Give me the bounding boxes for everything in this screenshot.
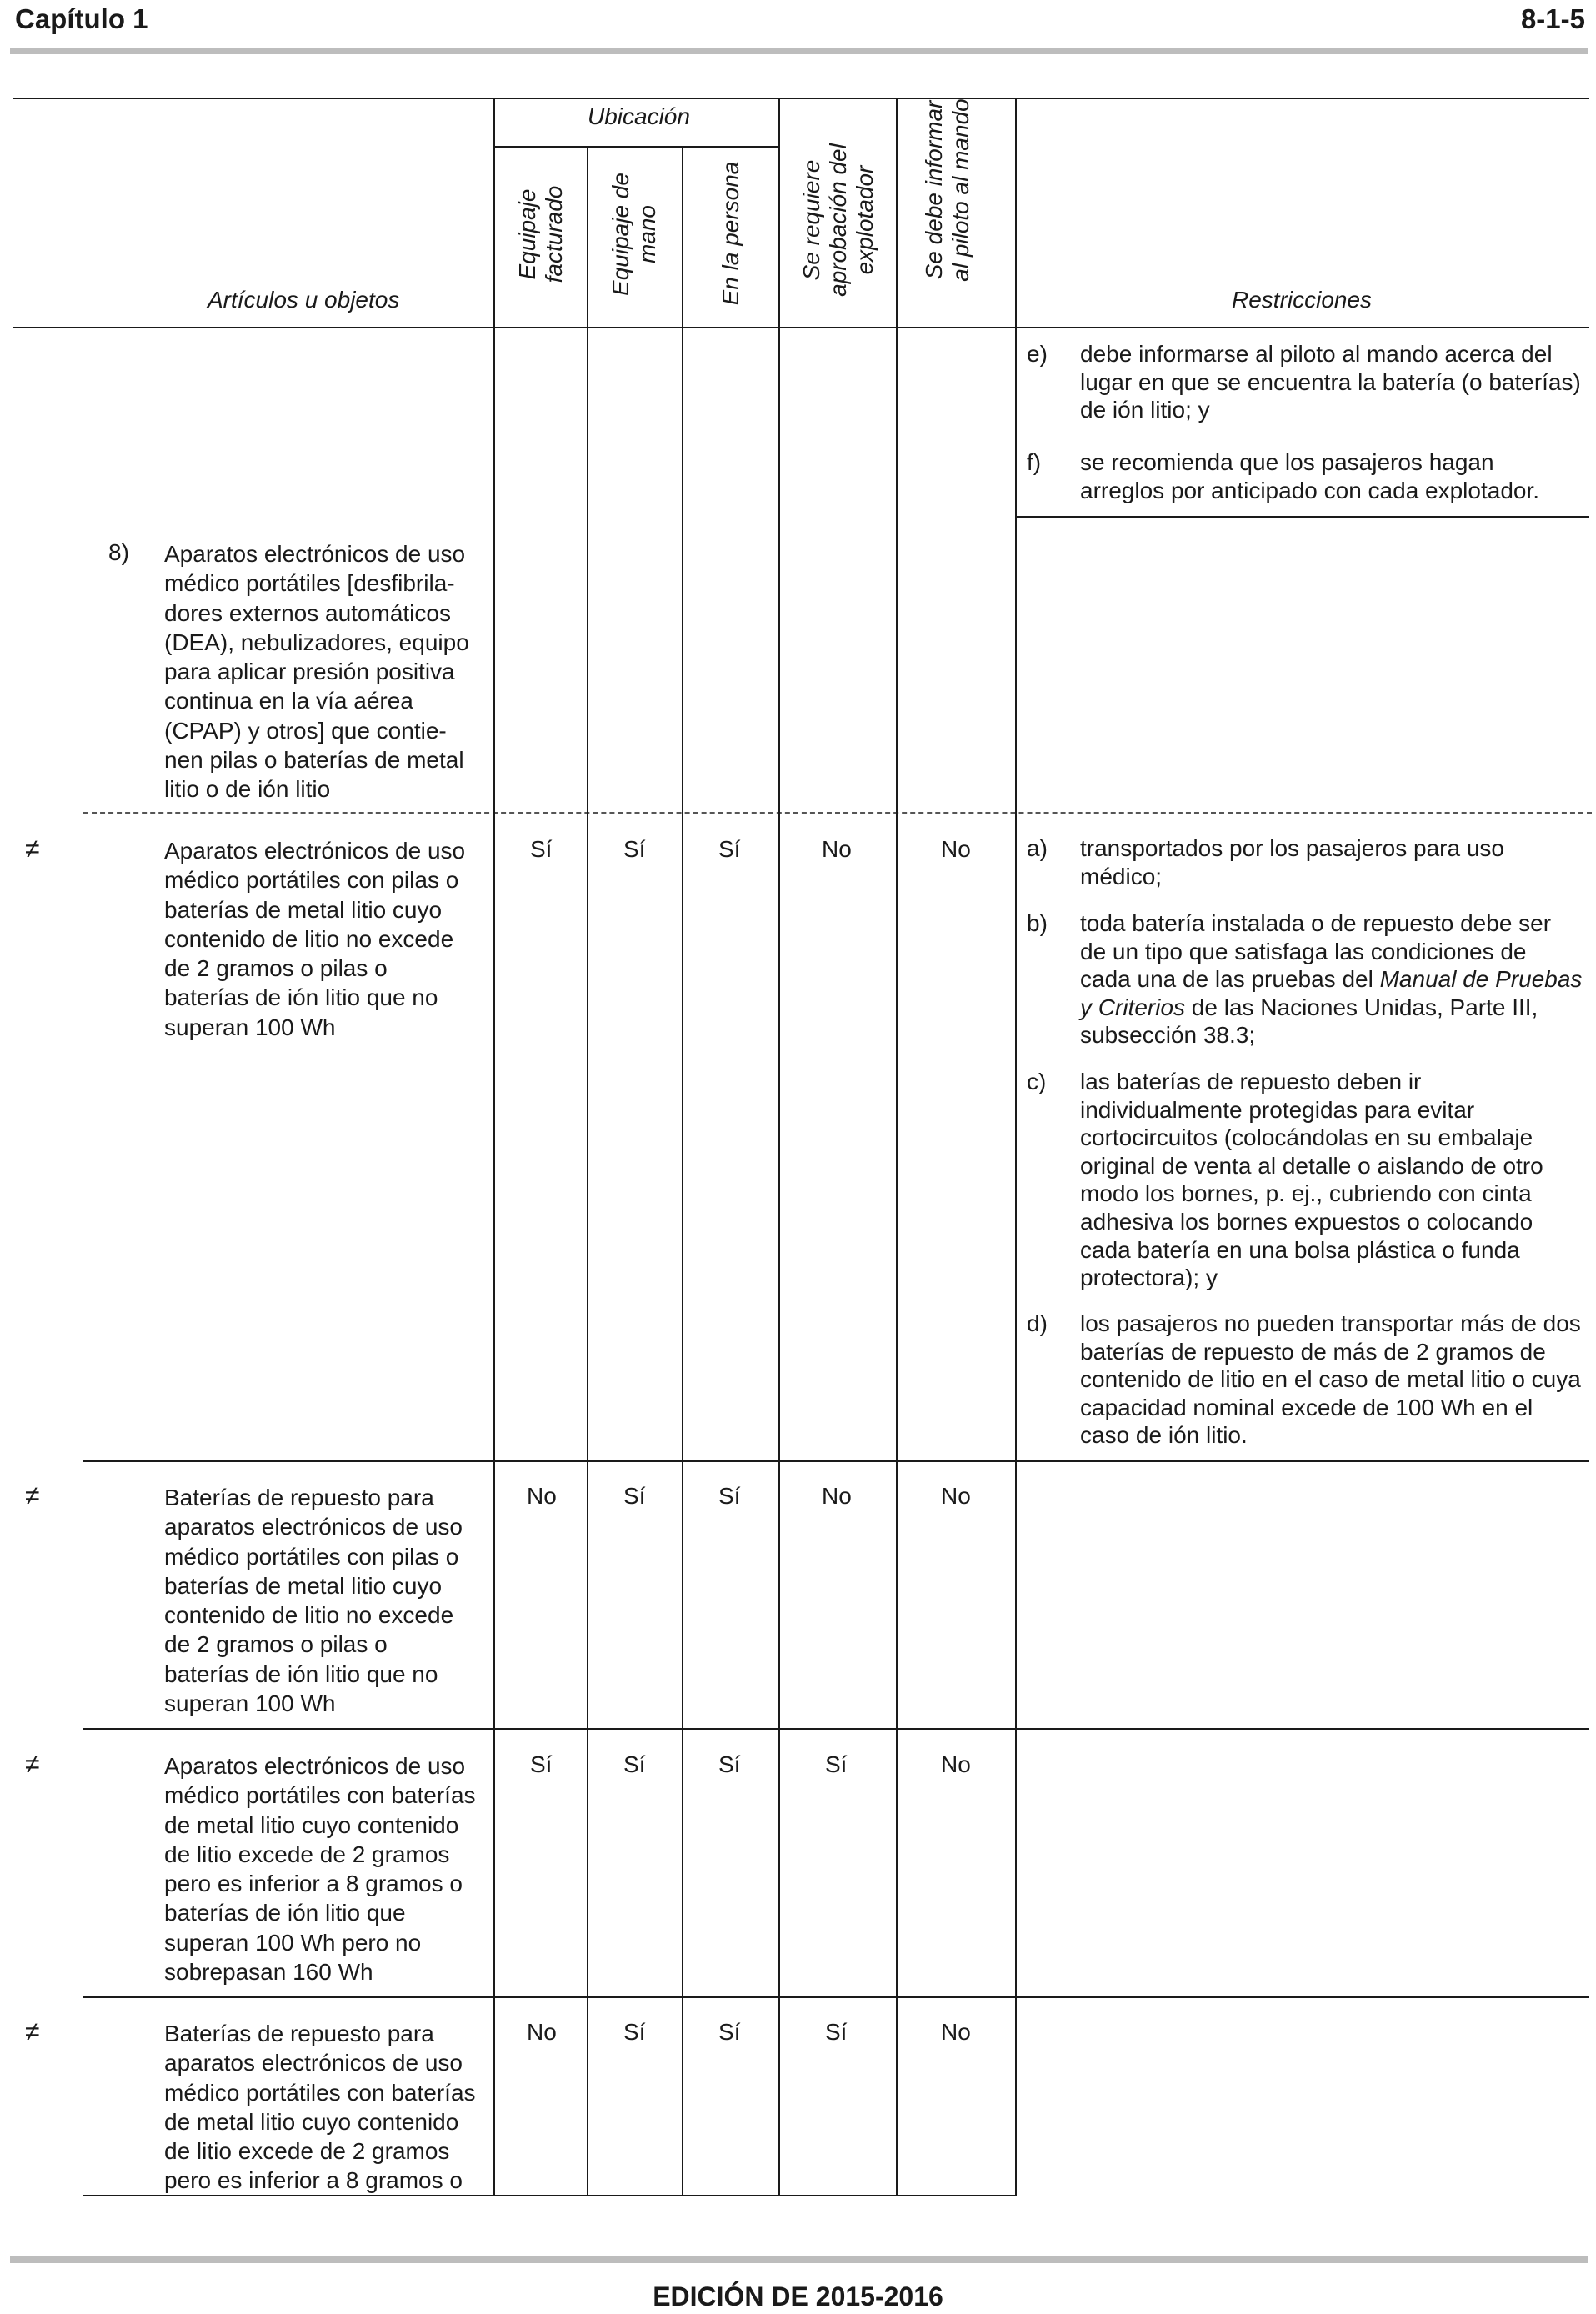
value-piloto: No (941, 1751, 971, 1777)
item-number: 8) (108, 539, 129, 565)
value-aprobacion: No (822, 836, 852, 862)
chapter-title: Capítulo 1 (15, 3, 148, 34)
col-rule (896, 98, 898, 2196)
not-equal-mark: ≠ (25, 834, 40, 864)
footer-rule (10, 2256, 1588, 2263)
col-rule (682, 146, 683, 2196)
dangerous-goods-table: Ubicación Artículos u objetos Restricciones Equipaje facturado Equipaje de mano En la persona Se requiere aprobación del explotador Se debe informar al piloto al mando e) debe informarse al piloto al mando acerca del lugar en que se encuentra la batería (o baterías) de ión litio; y f) se recomienda que los pasajeros hagan arreglos por anticipado con cada explotador. 8) Aparatos electrónicos de uso médico portátiles [desfibrila- dores externos automáticos (DEA), nebulizadores, equipo para aplicar presión positiva continua en la vía aérea (CPAP) y otros] que contie- nen pilas o baterías de metal litio o de ión litio ≠ Aparatos electrónicos de uso médico portátiles con pilas o baterías de metal litio cuyo contenido de litio no excede de 2 gramos o pilas o baterías de ión litio que no superan 100 Wh Sí Sí Sí No No a) transportados por los pasajeros para uso médico; b) toda batería instalada o de repuesto debe ser de un tipo que satisfaga las condiciones de cada una de las pruebas del Manual de Pruebas y Criterios de las Naciones Unidas, Parte III, subsección 38.3; c) las baterías de repuesto deben ir individualmente protegidas para evitar cortocircuitos (colocándolas en su embalaje original de venta al detalle o aislando de otro modo los bornes, p. ej., cubriendo con cinta adhesiva los bornes expuestos o colocando cada batería en una bolsa plástica o funda protectora); y d) los pasajeros no pueden transportar más de dos baterías de repuesto de más de 2 gramos de contenido de litio en el caso de metal litio o cuya capacidad nominal excede de 100 Wh en el caso de ión litio. ≠ Baterías de repuesto para aparatos electrónicos de uso médico portátiles con pilas o baterías de metal litio cuyo contenido de litio no excede de 2 gramos o pilas o baterías de ión litio que no superan 100 Wh No Sí Sí No No ≠ Aparatos electrónicos de uso médico portátiles con baterías de metal litio cuyo contenido de litio excede de 2 gramos pero es inferior a 8 gramos o baterías de ión litio que superan 100 Wh pero no sobrepasan 160 Wh Sí Sí Sí Sí No ≠ Baterías de repuesto para aparatos electrónicos de uso médico portátiles con baterías de metal litio cuyo contenido de litio excede de 2 gramos pero es inferior a 8 gramos o No Sí Sí Sí No (0, 0, 1596, 2314)
articulos-header: Artículos u objetos (208, 287, 400, 313)
informar-piloto-header: Se debe informar al piloto al mando (921, 98, 973, 282)
row-rule (83, 1728, 1589, 1730)
value-mano: Sí (623, 1751, 646, 1777)
value-piloto: No (941, 2019, 971, 2045)
value-facturado: No (527, 1483, 557, 1509)
value-facturado: Sí (530, 836, 553, 862)
ubicacion-header: Ubicación (588, 103, 690, 129)
value-persona: Sí (718, 836, 741, 862)
not-equal-mark: ≠ (25, 2016, 40, 2046)
value-persona: Sí (718, 2019, 741, 2045)
value-mano: Sí (623, 1483, 646, 1509)
row-rule (83, 1460, 1589, 1462)
value-persona: Sí (718, 1751, 741, 1777)
dashed-rule (83, 812, 1592, 814)
value-mano: Sí (623, 836, 646, 862)
en-la-persona-header: En la persona (718, 161, 743, 306)
value-aprobacion: Sí (825, 2019, 848, 2045)
header-bottom-rule (13, 327, 1589, 328)
row-description: Baterías de repuesto para aparatos electrónicos de uso médico portátiles con baterías de metal litio cuyo contenido de litio excede de 2 gramos pero es inferior a 8 gramos o (164, 2021, 476, 2194)
equipaje-facturado-header: Equipaje facturado (514, 185, 567, 283)
row-rule (83, 1996, 1589, 1998)
value-aprobacion: Sí (825, 1751, 848, 1777)
not-equal-mark: ≠ (25, 1480, 40, 1510)
value-piloto: No (941, 836, 971, 862)
col-rule (778, 98, 780, 2196)
equipaje-de-mano-header: Equipaje de mano (608, 173, 660, 296)
col-rule (1015, 98, 1017, 2196)
row-description: Aparatos electrónicos de uso médico portátiles con baterías de metal litio cuyo contenido de litio excede de 2 gramos pero es inferior a 8 gramos o baterías de ión litio que superan 100 Wh pero no sobrepasan 160 Wh (164, 1753, 476, 1986)
value-mano: Sí (623, 2019, 646, 2045)
value-facturado: Sí (530, 1751, 553, 1777)
row-description: Baterías de repuesto para aparatos electrónicos de uso médico portátiles con pilas o baterías de metal litio cuyo contenido de litio no excede de 2 gramos o pilas o baterías de ión litio que no superan 100 Wh (164, 1485, 463, 1717)
not-equal-mark: ≠ (25, 1749, 40, 1779)
row-description: Aparatos electrónicos de uso médico portátiles con pilas o baterías de metal litio cuyo contenido de litio no excede de 2 gramos o pilas o baterías de ión litio que no superan 100 Wh (164, 838, 466, 1040)
value-persona: Sí (718, 1483, 741, 1509)
row-rule (1015, 516, 1589, 518)
restricciones-header: Restricciones (1232, 287, 1373, 313)
aprobacion-explotador-header: Se requiere aprobación del explotador (798, 143, 878, 297)
value-piloto: No (941, 1483, 971, 1509)
page-number: 8-1-5 (1520, 3, 1585, 34)
item-8-description: Aparatos electrónicos de uso médico portátiles [desfibrila- dores externos automáticos (DEA), nebulizadores, equipo para aplicar presión positiva continua en la vía aérea (CPAP) y otros] que contie- nen pilas o baterías de metal litio o de ión litio (164, 541, 469, 803)
edition-footer: EDICIÓN DE 2015-2016 (653, 2281, 943, 2311)
value-facturado: No (527, 2019, 557, 2045)
col-rule (587, 146, 588, 2196)
table-top-rule (13, 98, 1589, 99)
value-aprobacion: No (822, 1483, 852, 1509)
